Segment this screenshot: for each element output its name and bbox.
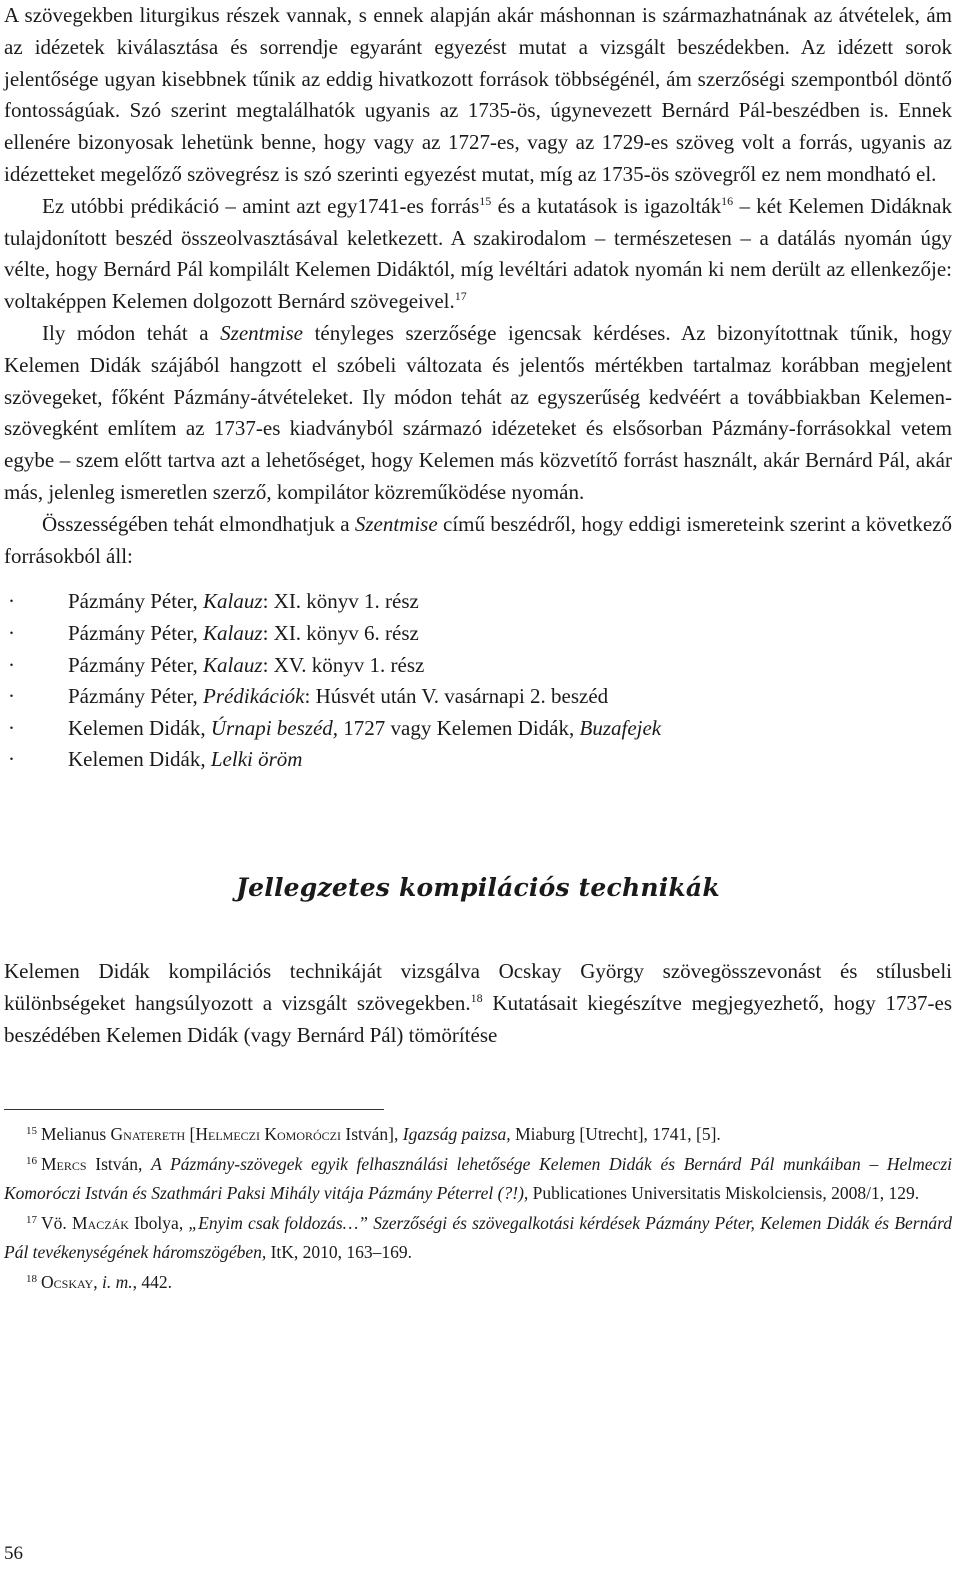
list-item-italic: Lelki öröm <box>210 747 303 772</box>
list-item-text: : XV. könyv 1. rész <box>262 652 425 677</box>
footnote-smallcaps: Gnatereth <box>110 1124 186 1145</box>
list-item-text: Pázmány Péter, <box>68 589 204 614</box>
footnote-number: 18 <box>26 1272 37 1285</box>
footnote-15 <box>4 1120 952 1150</box>
paragraph-4 <box>4 509 952 573</box>
paragraph-1 <box>4 0 952 191</box>
section-heading: Jellegzetes kompilációs technikák <box>236 872 720 902</box>
footnote-smallcaps: Ocskay <box>41 1271 94 1292</box>
paragraph-1-text: A szövegekben liturgikus részek vannak, s ennek alapján akár máshonnan is származhatnának az átvételek, ám az idézetek kiválasztása és sorrendje egyaránt egyezést mutat a vizsgált beszédekben. Az idézett sorok jelentősége ugyan kisebbnek tűnik az eddig hivatkozott források többségénél, ám szerzőségi szempontból döntő fontosságúak. Szó szerint megtalálhatók ugyanis az 1735-ös, úgynevezett Bernárd Pál-beszédben is. Ennek ellenére bizonyosak lehetünk benne, hogy vagy az 1727-es, vagy az 1729-es szöveg volt a forrás, ugyanis az idézetteket megelőző szövegrész is szó szerinti egyezést mutat, míg az 1735-ös szövegről ez nem mondható el. <box>4 3 952 186</box>
bullet-dot: · <box>8 747 15 772</box>
list-item-italic: Kalauz <box>203 589 263 614</box>
list-item-italic: Kalauz <box>203 652 263 677</box>
footnote-smallcaps: Mercs <box>41 1153 87 1174</box>
paragraph-3-text-a: Ily módon tehát a <box>42 320 221 345</box>
list-item <box>4 681 952 713</box>
bullet-dot: · <box>8 715 15 740</box>
paragraph-2 <box>4 191 952 318</box>
paragraph-3-text-b: tényleges szerzősége igencsak kérdéses. Az bizonyítottnak tűnik, hogy Kelemen Didák szájából hangzott el szóbeli változata és jelentős mértékben tartalmaz korábban megjelent szövegeket, főként Pázmány-átvételeket. Ily módon tehát az egyszerűség kedvéért a továbbiakban Kelemen-szövegként említem az 1737-es kiadványból származó idézeteket és elsősorban Pázmány-forrásokkal vetem egybe – szem előtt tartva azt a lehetőséget, hogy Kelemen más közvetítő forrást használt, akár Bernárd Pál, akár más, jelenleg ismeretlen szerző, kompilátor közreműködése nyomán. <box>4 320 953 504</box>
bullet-dot: · <box>8 652 15 677</box>
footnote-ref-16[interactable]: 16 <box>721 193 734 208</box>
paragraph-5 <box>4 956 952 1051</box>
paragraph-2-text-c: – két Kelemen Didáknak tulajdonított beszéd összeolvasztásával keletkezett. A szakirodalom – természetesen – a datálás nyomán úgy vélte, hogy Bernárd Pál kompilált Kelemen Didáktól, míg levéltári adatok nyomán ki nem derült az ellenkezője: voltaképpen Kelemen dolgozott Bernárd szövegeivel. <box>4 193 953 314</box>
footnote-text: [ <box>185 1124 196 1145</box>
footnote-text: István], <box>341 1124 403 1145</box>
list-item-italic: Kalauz <box>203 620 263 645</box>
paragraph-5-text-a: Kelemen Didák kompilációs technikáját vizsgálva Ocskay György szövegösszevonást és stílusbeli különbségeket hangsúlyozott a vizsgált szövegekben. <box>4 958 952 1015</box>
list-item-text: Pázmány Péter, <box>68 684 204 709</box>
footnote-ref-15[interactable]: 15 <box>479 193 492 208</box>
paragraph-2-text-a: Ez utóbbi prédikáció – amint azt egy1741-es forrás <box>42 193 480 218</box>
list-item-text: : XI. könyv 6. rész <box>262 620 419 645</box>
footnote-16 <box>4 1150 952 1209</box>
paragraph-3-italic-title: Szentmise <box>220 320 303 345</box>
paragraph-2-text-b: és a kutatások is igazolták <box>491 193 722 218</box>
page-number: 56 <box>4 1543 23 1564</box>
footnote-ref-18[interactable]: 18 <box>470 990 483 1005</box>
list-item-text: Kelemen Didák, <box>68 715 211 740</box>
footnote-text: Melianus <box>41 1124 111 1145</box>
bullet-dot: · <box>8 589 15 614</box>
list-item <box>4 650 952 682</box>
bullet-dot: · <box>8 620 15 645</box>
page <box>4 0 952 1297</box>
list-item-italic: Buzafejek <box>579 715 662 740</box>
paragraph-4-text-a: Összességében tehát elmondhatjuk a <box>42 511 355 536</box>
paragraph-4-italic-title: Szentmise <box>354 511 438 536</box>
paragraph-3 <box>4 318 952 509</box>
footnote-italic: i. m. <box>101 1271 133 1292</box>
list-item-text: Pázmány Péter, <box>68 652 204 677</box>
list-item-text: : XI. könyv 1. rész <box>262 589 419 614</box>
footnote-italic: A Pázmány-szövegek egyik felhasználási lehetősége Kelemen Didák és Bernárd Pál munkáiban – Helmeczi Komoróczi István és Szathmári Paksi Mihály vitája Pázmány Péterrel (?!), <box>4 1153 952 1204</box>
footnote-number: 17 <box>26 1213 37 1226</box>
list-item <box>4 744 952 776</box>
footnote-divider <box>4 1109 384 1110</box>
list-item-italic: Úrnapi beszéd, <box>210 715 339 740</box>
paragraph-5-text-b: Kutatásait kiegészítve megjegyezhető, hogy 1737-es beszédében Kelemen Didák (vagy Bernárd Pál) tömörítése <box>4 990 952 1047</box>
list-item-text: Pázmány Péter, <box>68 620 204 645</box>
footnote-18 <box>4 1268 952 1298</box>
footnote-smallcaps: Helmeczi Komoróczi <box>195 1124 342 1145</box>
footnote-text: Miaburg [Utrecht], 1741, [5]. <box>510 1124 721 1145</box>
list-item-text: 1727 vagy Kelemen Didák, <box>338 715 580 740</box>
list-item <box>4 586 952 618</box>
footnote-text: , 442. <box>132 1271 172 1292</box>
footnote-text: István, <box>86 1153 152 1174</box>
footnote-smallcaps: Maczák <box>71 1212 129 1233</box>
bullet-dot: · <box>8 684 15 709</box>
footnote-text: , <box>93 1271 102 1292</box>
list-item <box>4 618 952 650</box>
footnote-number: 16 <box>26 1154 37 1167</box>
list-item-text: Kelemen Didák, <box>68 747 211 772</box>
footnote-text: Vö. <box>41 1212 72 1233</box>
footnote-text: Ibolya, <box>128 1212 189 1233</box>
footnote-17 <box>4 1209 952 1268</box>
list-item-italic: Prédikációk <box>203 684 305 709</box>
list-item-text: : Húsvét után V. vasárnapi 2. beszéd <box>304 684 609 709</box>
source-list <box>4 586 952 776</box>
footnote-text: Publicationes Universitatis Miskolciensis, 2008/1, 129. <box>528 1183 920 1204</box>
paragraph-4-text-b: című beszédről, hogy eddigi ismereteink szerint a következő forrásokból áll: <box>4 511 952 568</box>
footnote-number: 15 <box>26 1125 37 1138</box>
list-item <box>4 713 952 745</box>
footnote-ref-17[interactable]: 17 <box>454 289 467 304</box>
footnote-text: ItK, 2010, 163–169. <box>266 1242 413 1263</box>
footnote-italic: „Enyim csak foldozás…” Szerzőségi és szövegalkotási kérdések Pázmány Péter, Kelemen Didák és Bernárd Pál tevékenységének háromszögében, <box>4 1212 952 1263</box>
footnote-italic: Igazság paizsa, <box>402 1124 511 1145</box>
